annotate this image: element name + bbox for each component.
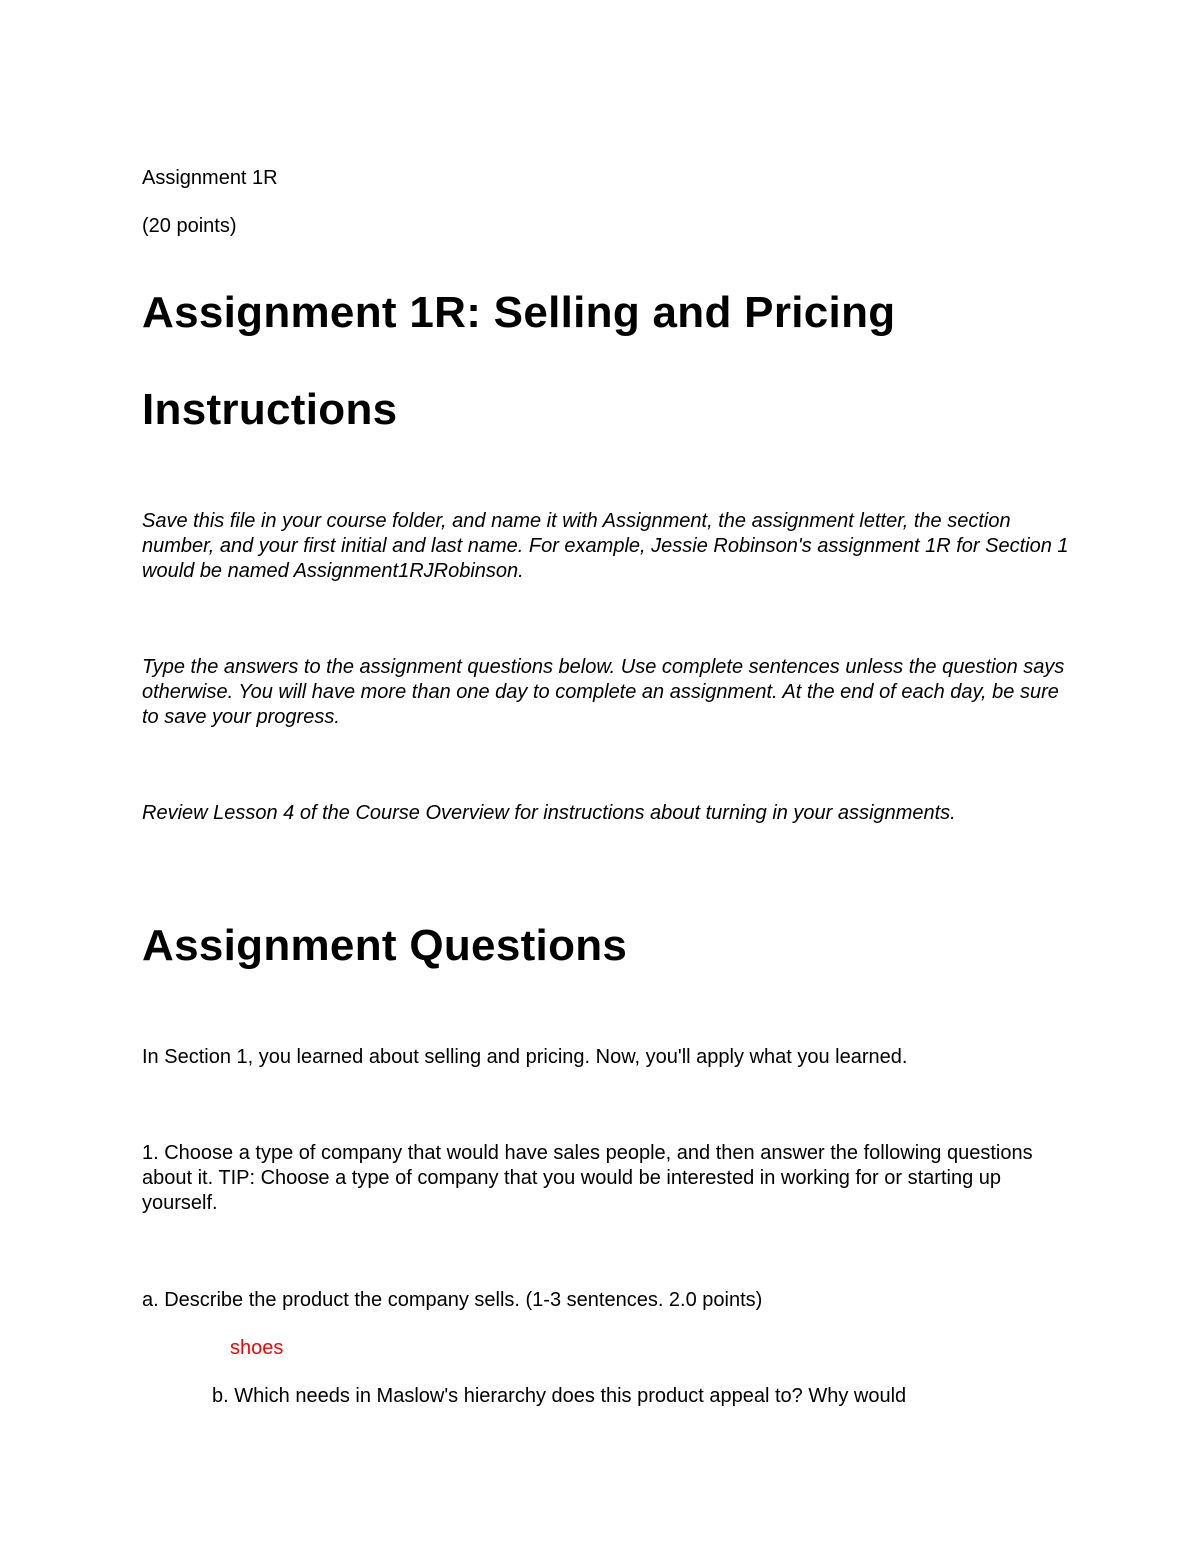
instruction-paragraph: Type the answers to the assignment questions below. Use complete sentences unless the question says otherwise. You will have more than one day to complete an assignment. At the end of each day, be sure to save your progress. [142, 656, 1065, 728]
instruction-paragraph: Review Lesson 4 of the Course Overview for instructions about turning in your assignments. [142, 802, 956, 824]
question-1b: b. Which needs in Maslow's hierarchy does this product appeal to? Why would [212, 1385, 907, 1407]
section-intro: In Section 1, you learned about selling and pricing. Now, you'll apply what you learned. [142, 1046, 908, 1068]
question-1: 1. Choose a type of company that would have sales people, and then answer the following questions about it. TIP: Choose a type of company that you would be interested in working for or starting up yourself. [142, 1142, 1033, 1214]
question-1a: a. Describe the product the company sells. (1-3 sentences. 2.0 points) [142, 1289, 763, 1311]
instruction-paragraph: Save this file in your course folder, and name it with Assignment, the assignment letter, the section number, and your first initial and last name. For example, Jessie Robinson's assignment 1R for Section 1 would be named Assignment1RJRobinson. [142, 510, 1069, 582]
instructions-heading: Instructions [142, 385, 398, 434]
points-label: (20 points) [142, 215, 237, 237]
assignment-label: Assignment 1R [142, 167, 278, 189]
questions-heading: Assignment Questions [142, 921, 628, 970]
document-title: Assignment 1R: Selling and Pricing [142, 288, 896, 337]
answer-1a: shoes [230, 1337, 284, 1359]
